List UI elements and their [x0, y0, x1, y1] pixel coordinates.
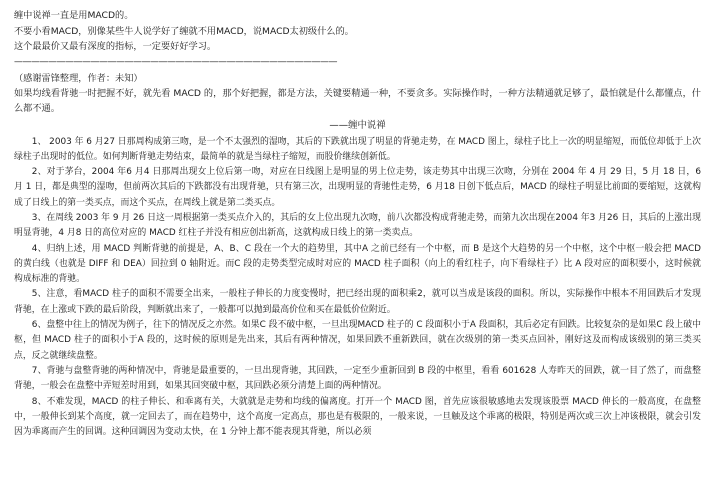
paragraph-7: 7、背驰与盘整背驰的两种情况中，背驰是最重要的，一旦出现背驰，其回跌，一定至少重新回到 B 段的中枢里，看看 601628 人寿昨天的回跌，就一目了然了，而盘整背驰，一般会在盘整中弄短差时用到，如果其回突破中枢，其回跌必须分清楚上面的两种情况。 [14, 365, 701, 392]
paragraph-6: 6、盘整中往上的情况为例子，往下的情况反之亦然。如果C 段不破中枢，一旦出现MACD 柱子的 C 段面积小于A 段面积，其后必定有回跌。比较复杂的是如果C 段上破中枢，但 MACD 柱子的面积小于A 段的，这时候的原则是先出来，其后有两种情况，如果回跌不重新跌回，就在次级别的第一类买点回补，刚好这及而构成该级别的第三类买点，反之就继续盘整。 [14, 320, 701, 361]
attribution: （感谢雷锋整理，作者：未知） [14, 72, 143, 84]
paragraph-2: 2、对于茅台，2004 年6 月4 日那周出现女上位后第一吻，对应在日线图上是明显的男上位走势，该走势其中出现三次吻，分别在 2004 年 4 月 29 日，5 月 18 日，6 月 1 日，都是典型的湿吻，但前两次其后的下跌都没有出现背驰，只有第三次，出现明显的背驰性走势，6 月18 日创下低点后，MACD 的绿柱子明显比前面的要缩短，这就构成了日线上的第一类买点，而这个买点，在周线上就是第二类买点。 [14, 167, 701, 208]
paragraph-1: 1、 2003 年 6 月27 日那周构成第三吻，是一个不太强烈的湿吻，其后的下跌就出现了明显的背驰走势，在 MACD 图上，绿柱子比上一次的明显缩短，而低位却低于上次绿柱子出现时的低位。如何判断背驰走势结束，最简单的就是当绿柱子缩短，而股价继续创新低。 [14, 136, 701, 162]
intro-block [14, 8, 701, 55]
intro-line-3: 这个最最价又最有深度的指标，一定要好好学习。 [14, 41, 217, 52]
paragraph-4: 4、归纳上述，用 MACD 判断背驰的前提是，A、B、C 段在一个大的趋势里，其中A 之前已经有一个中枢，而 B 是这个大趋势的另一个中枢，这个中枢一般会把 MACD 的黄白线（也就是 DIFF 和 DEA）回拉到 0 轴附近。而C 段的走势类型完成时对应的 MACD 柱子面积（向上的看红柱子，向下看绿柱子）比 A 段对应的面积要小，这时候就构成标准的背驰。 [14, 243, 701, 285]
intro-line-2: 不要小看MACD，别像某些牛人说学好了缠就不用MACD，说MACD太初级什么的。 [14, 25, 354, 37]
paragraph-5: 5、注意，看MACD 柱子的面积不需要全出来，一般柱子伸长的力度变慢时，把已经出现的面积乘2，就可以当成是该段的面积。所以，实际操作中根本不用回跌后才发现背驰，在上涨或下跌的最后阶段，判断就出来了，一般都可以抛到最高价位和买在最低价位附近。 [14, 289, 701, 315]
lead-paragraph: 如果均线看背驰一时把握不好，就先看 MACD 的，那个好把握，都是方法，关键要精通一种，不要贪多。实际操作时，一种方法精通就足够了，最怕就是什么都懂点，什么都不通。 [14, 87, 701, 114]
section-title: ——缠中说禅 [329, 119, 386, 131]
paragraph-3: 3、在周线 2003 年 9 月 26 日这一周根据第一类买点介入的，其后的女上位出现九次吻，前八次都没构成背驰走势，而第九次出现在2004 年3 月26 日，其后的上涨出现明显背驰，4 月8 日的高位对应的 MACD 红柱子并没有相应创出新高，这就构成日线上的第一类卖点。 [14, 212, 702, 239]
separator-rule: —————————————————————————————————————— [14, 56, 337, 67]
intro-line-1: 缠中说禅一直是用MACD的。 [14, 10, 134, 21]
paragraph-8: 8、不难发现，MACD 的柱子伸长、和乖离有关，大就就是走势和均线的偏离度。打开一个 MACD 图，首先应该很敏感地去发现该股票 MACD 伸长的一般高度，在盘整中，一般伸长到某个高度，就一定回去了，而在趋势中，这个高度一定高点，那也是有极限的，一般来说，一旦触及这个乖离的极限，特别是两次或三次上冲该极限，就会引发因为乖离而产生的回调。这种回调因为变动太快，在 1 分钟上都不能表现其背驰，所以必须 [14, 396, 701, 438]
